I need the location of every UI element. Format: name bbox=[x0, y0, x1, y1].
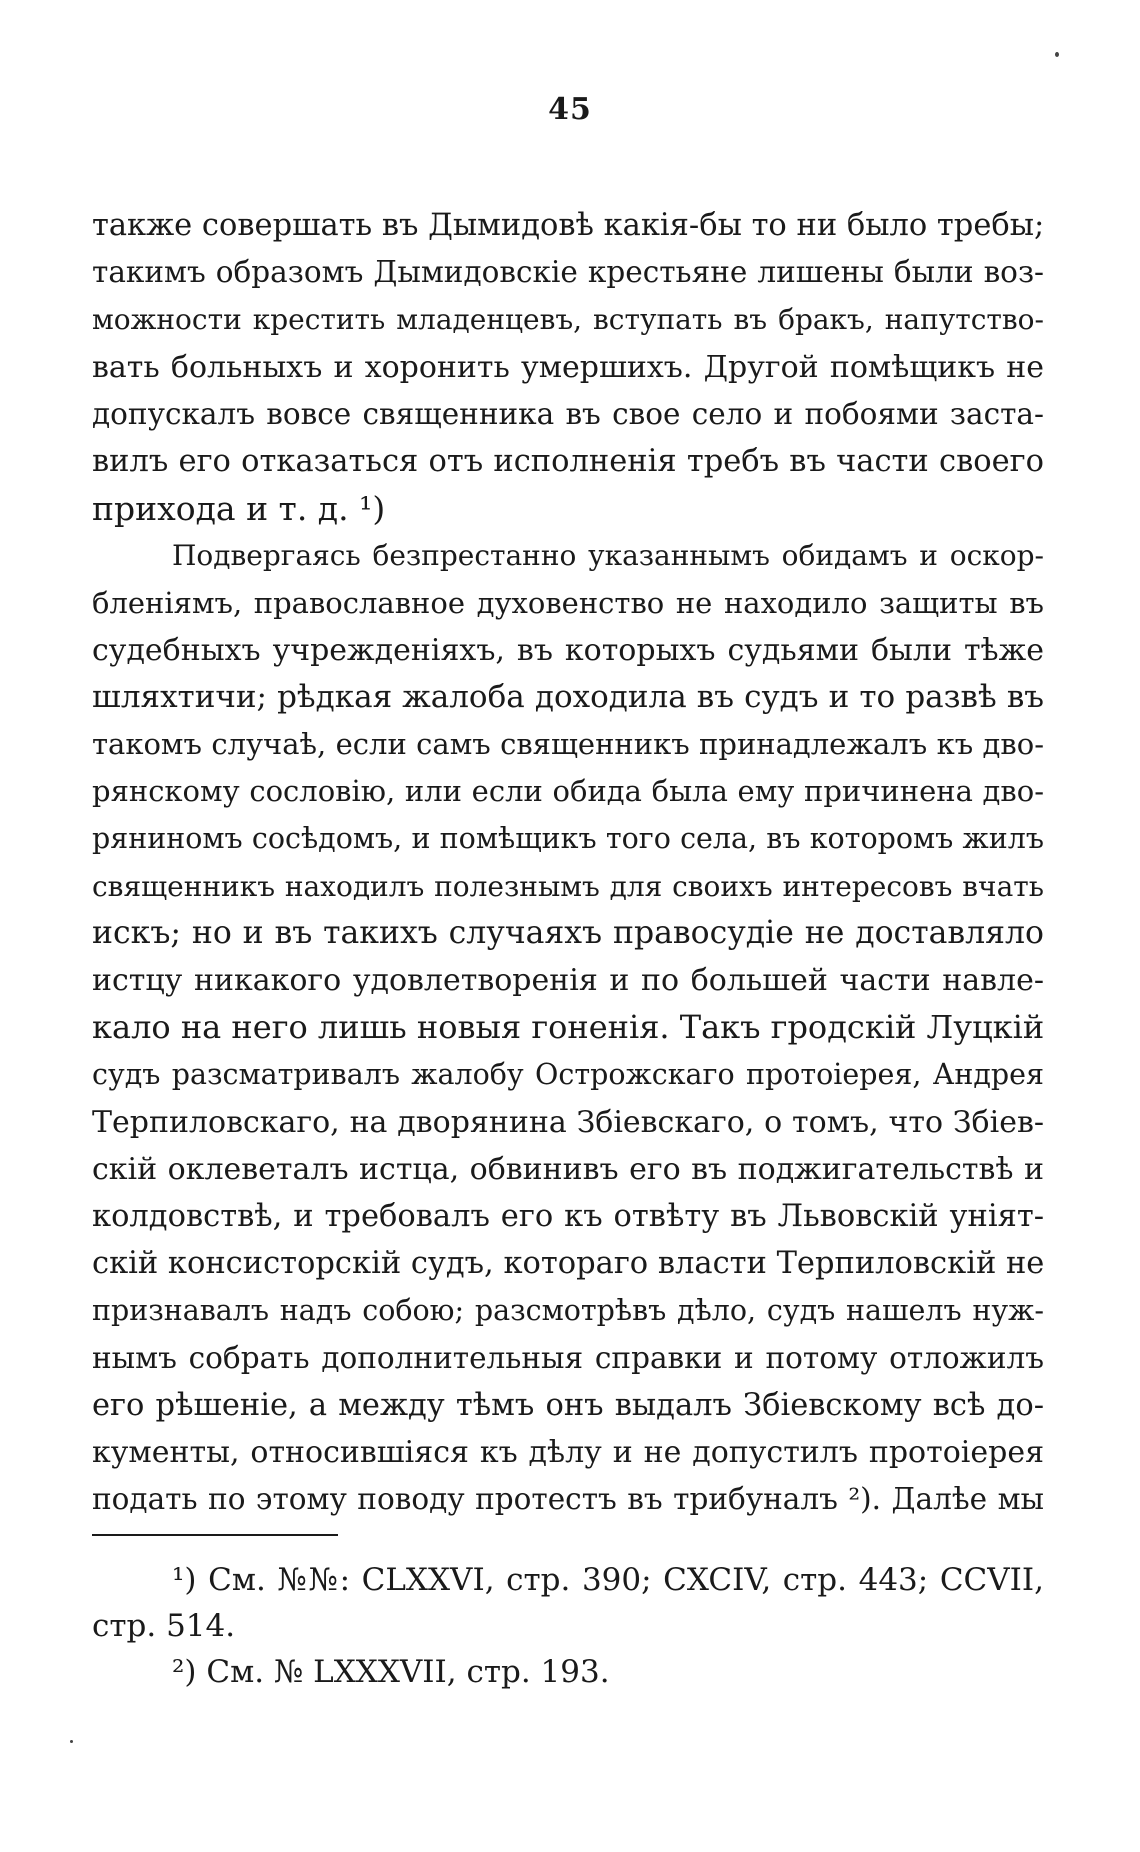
text-line: ряниномъ сосѣдомъ, и помѣщикъ того села, въ которомъ жилъ bbox=[92, 822, 1044, 856]
text-line: бленіямъ, православное духовенство не находило защиты въ bbox=[92, 585, 1044, 620]
text-line: допускалъ вовсе священника въ свое село и побоями заста- bbox=[92, 396, 1044, 431]
text-line: подать по этому поводу протестъ въ трибуналъ ²). Далѣе мы bbox=[92, 1482, 1044, 1517]
text-line: Терпиловскаго, на дворянина Збіевскаго, о томъ, что Збіев- bbox=[92, 1104, 1044, 1140]
text-line: нымъ собрать дополнительныя справки и потому отложилъ bbox=[92, 1340, 1044, 1375]
footnote-1: ¹) См. №№: CLXXVI, стр. 390; CXCIV, стр. 443; CCVII, bbox=[172, 1562, 1044, 1598]
text-line: такомъ случаѣ, если самъ священникъ принадлежалъ къ дво- bbox=[92, 727, 1044, 762]
text-line: судъ разсматривалъ жалобу Острожскаго протоіерея, Андрея bbox=[92, 1058, 1044, 1092]
text-line: истцу никакого удовлетворенія и по большей части навле- bbox=[92, 963, 1044, 998]
text-line: такимъ образомъ Дымидовскіе крестьяне лишены были воз- bbox=[92, 255, 1044, 290]
text-line: кало на него лишь новыя гоненія. Такъ гродскій Луцкій bbox=[92, 1008, 1045, 1047]
text-line: рянскому сословію, или если обида была ему причинена дво- bbox=[92, 774, 1044, 809]
body-text bbox=[92, 202, 1044, 1523]
text-line: можности крестить младенцевъ, вступать въ бракъ, напутство- bbox=[92, 303, 1044, 337]
footnote-1-continuation: стр. 514. bbox=[92, 1608, 236, 1644]
text-line: судебныхъ учрежденіяхъ, въ которыхъ судьями были тѣже bbox=[92, 632, 1044, 668]
scan-speck bbox=[70, 1740, 73, 1743]
text-line: искъ; но и въ такихъ случаяхъ правосудіе не доставляло bbox=[92, 914, 1044, 951]
text-line: шляхтичи; рѣдкая жалоба доходила въ судъ и то развѣ въ bbox=[92, 678, 1044, 715]
text-line: скій оклеветалъ истца, обвинивъ его въ поджигательствѣ и bbox=[92, 1151, 1044, 1187]
text-line: скій консисторскій судъ, котораго власти Терпиловскій не bbox=[92, 1246, 1045, 1282]
footnote-2: ²) См. № LXXXVII, стр. 193. bbox=[172, 1654, 610, 1690]
text-line: кументы, относившіяся къ дѣлу и не допустилъ протоіерея bbox=[92, 1434, 1044, 1470]
text-line: священникъ находилъ полезнымъ для своихъ интересовъ вчать bbox=[92, 869, 1044, 903]
text-line: вать больныхъ и хоронить умершихъ. Другой помѣщикъ не bbox=[92, 349, 1044, 385]
text-line: признавалъ надъ собою; разсмотрѣвъ дѣло, судъ нашелъ нуж- bbox=[92, 1294, 1044, 1328]
page-number: 45 bbox=[548, 92, 592, 127]
text-line: прихода и т. д. ¹) bbox=[92, 489, 386, 529]
text-line: его рѣшеніе, а между тѣмъ онъ выдалъ Збіевскому всѣ до- bbox=[92, 1387, 1044, 1423]
text-line: вилъ его отказаться отъ исполненія требъ въ части своего bbox=[92, 443, 1044, 479]
text-line: также совершать въ Дымидовѣ какія-бы то ни было требы; bbox=[92, 208, 1045, 243]
footnotes bbox=[92, 1557, 1044, 1695]
text-line: Подвергаясь безпрестанно указаннымъ обидамъ и оскор- bbox=[172, 539, 1044, 573]
scan-speck bbox=[1055, 52, 1059, 57]
text-line: колдовствѣ, и требовалъ его къ отвѣту въ Львовскій уніят- bbox=[92, 1198, 1044, 1234]
footnote-separator bbox=[92, 1534, 338, 1536]
